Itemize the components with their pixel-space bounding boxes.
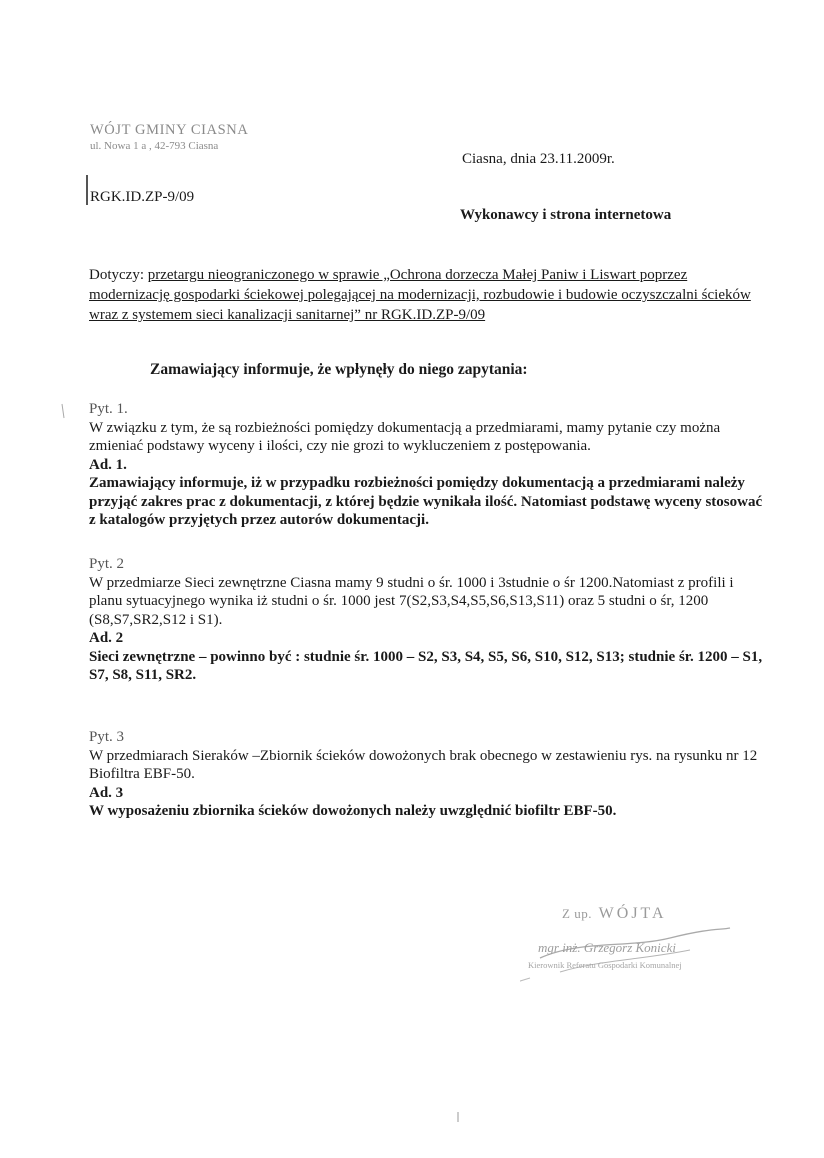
organization-stamp [90,122,248,152]
organization-name: WÓJT GMINY CIASNA [90,122,249,138]
intro-heading: Zamawiający informuje, że wpłynęły do niego zapytania: [150,361,528,378]
zup-label: Z up. [562,906,592,921]
qa-item-3 [89,728,769,821]
reference-number: RGK.ID.ZP-9/09 [90,189,195,205]
answer-label: Ad. 3 [89,784,124,801]
answer-text: Zamawiający informuje, iż w przypadku rozbieżności pomiędzy dokumentacją a przedmiarami należy przyjąć zakres prac z dokumentacji, z której będzie wynikała ilość. Natomiast podstawę wyceny stosować z katalogów przyjętych przez autorów dokumentacji. [89,475,763,528]
question-label: Pyt. 2 [89,556,125,572]
date-line: Ciasna, dnia 23.11.2009r. [462,151,615,167]
subject-paragraph [89,265,761,325]
answer-label: Ad. 1. [89,456,127,473]
signatory-name: mgr inż. Grzegorz Konicki [538,940,676,955]
answer-label: Ad. 2 [89,630,124,646]
question-text: W przedmiarze Sieci zewnętrzne Ciasna mamy 9 studni o śr. 1000 i 3studnie o śr 1200.Natomiast z profili i planu sytuacyjnego wynika iż studni o śr. 1000 jest 7(S2,S3,S4,S5,S6,S13,S11) oraz 5 studni o śr, 1200 (S8,S7,SR2,S12 i S1). [89,574,734,628]
question-label: Pyt. 1. [89,401,128,417]
answer-text: W wyposażeniu zbiornika ścieków dowożonych należy uwzględnić biofiltr EBF-50. [89,803,617,819]
question-label: Pyt. 3 [89,729,125,745]
subject-text: przetargu nieograniczonego w sprawie „Ochrona dorzecza Małej Paniw i Liswart poprzez modernizację gospodarki ściekowej polegającej na modernizacji, rozbudowie i budowie oczyszczalni ścieków wraz z systemem sieci kanalizacji sanitarnej” nr RGK.ID.ZP-9/09 [89,267,751,323]
signature-zup [562,905,667,923]
qa-item-2 [89,555,769,685]
question-text: W przedmiarach Sieraków –Zbiornik ścieków dowożonych brak obecnego w zestawieniu rys. na rysunku nr 12 Biofiltra EBF-50. [89,747,758,782]
question-text: W związku z tym, że są rozbieżności pomiędzy dokumentacją a przedmiarami, mamy pytanie czy można zmieniać podstawy wyceny i ilości, czy nie grozi to wykluczeniem z postępowania. [89,419,721,454]
signature-title: WÓJTA [598,905,667,922]
qa-item-1 [89,400,769,530]
recipients-line: Wykonawcy i strona internetowa [460,207,672,223]
signatory-role: Kierownik Referatu Gospodarki Komunalnej [528,960,682,970]
signature-stamp [520,900,740,1010]
answer-text: Sieci zewnętrzne – powinno być : studnie śr. 1000 – S2, S3, S4, S5, S6, S10, S12, S13; studnie śr. 1200 – S1, S7, S8, S11, SR2. [89,648,763,683]
organization-address: ul. Nowa 1 a , 42-793 Ciasna [90,140,219,152]
subject-prefix: Dotyczy: [89,267,144,283]
